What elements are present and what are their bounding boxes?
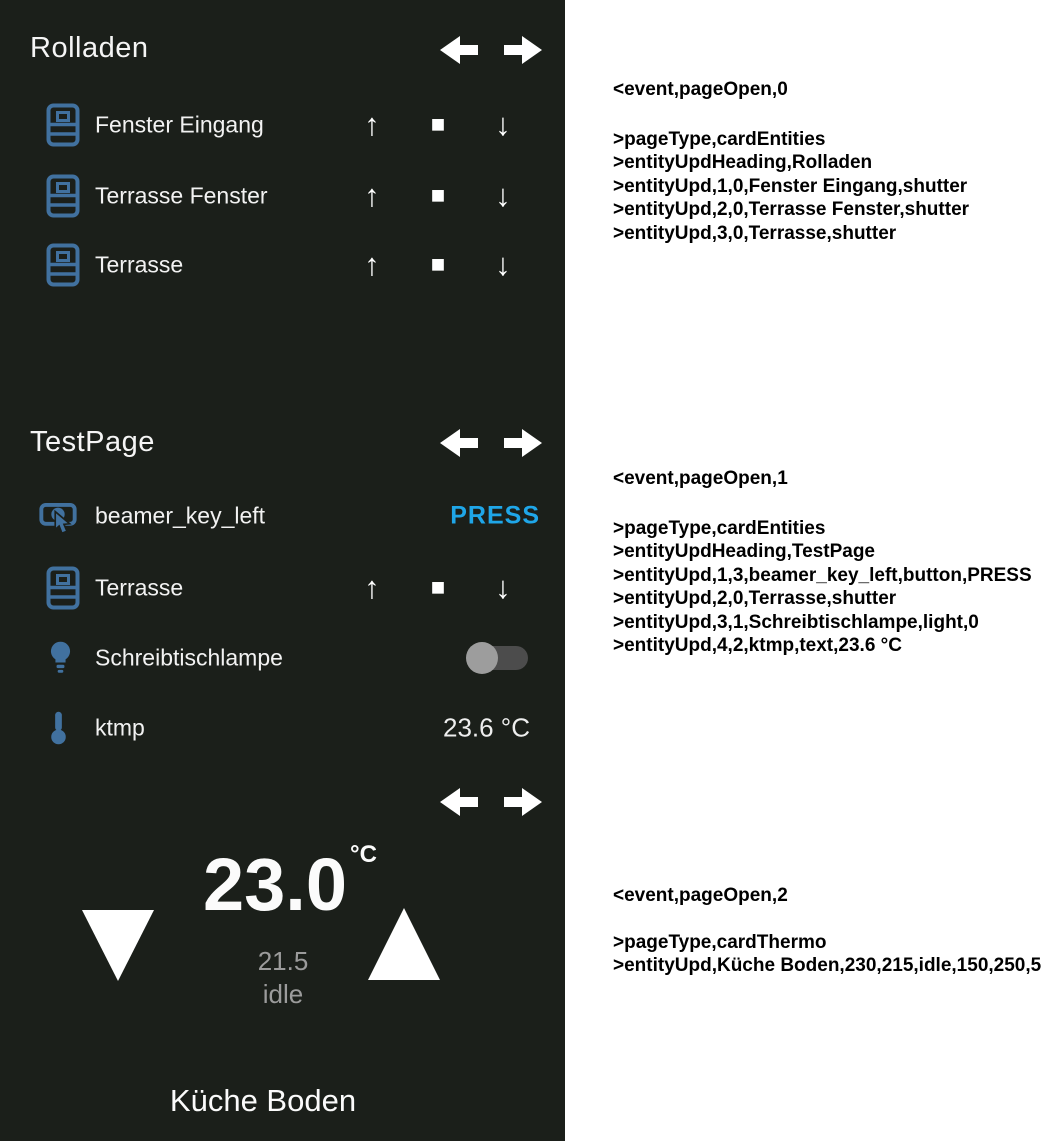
temperature-value: 23.6 °C	[442, 712, 530, 743]
hvac-status: idle	[262, 979, 304, 1009]
page-title-testpage: TestPage	[30, 426, 155, 458]
thermometer-icon	[49, 710, 68, 746]
entity-label: Terrasse	[95, 574, 184, 601]
entity-row	[0, 90, 565, 160]
entity-row	[0, 693, 565, 763]
entity-label: Terrasse	[95, 251, 184, 278]
log-event-line: <event,pageOpen,0	[613, 79, 788, 100]
log-line: >entityUpd,3,0,Terrasse,shutter	[613, 222, 897, 244]
entity-row	[0, 230, 565, 300]
target-temperature: 21.5	[257, 946, 309, 976]
log-block-page1	[613, 467, 1032, 658]
log-event-line: <event,pageOpen,1	[613, 468, 788, 489]
nav-left-icon[interactable]	[438, 427, 478, 459]
temperature-unit: °C	[350, 841, 377, 868]
log-line: >entityUpdHeading,TestPage	[613, 541, 876, 562]
shutter-stop-button[interactable]: ■	[430, 111, 446, 138]
log-block-page0	[613, 78, 969, 245]
nav-right-icon[interactable]	[504, 786, 544, 818]
log-line: >entityUpd,4,2,ktmp,text,23.6 °C	[613, 635, 902, 656]
log-line: >entityUpd,2,0,Terrasse,shutter	[613, 588, 897, 609]
shutter-up-button[interactable]: ↑	[364, 570, 380, 605]
entity-label: Fenster Eingang	[95, 111, 264, 138]
log-event-line: <event,pageOpen,2	[613, 885, 788, 906]
entity-label: Schreibtischlampe	[95, 644, 283, 671]
log-line: >entityUpd,2,0,Terrasse Fenster,shutter	[613, 199, 970, 220]
shutter-down-button[interactable]: ↓	[495, 178, 511, 213]
entity-row	[0, 161, 565, 231]
entity-row	[0, 553, 565, 623]
shutter-up-button[interactable]: ↑	[364, 247, 380, 282]
entity-label: beamer_key_left	[95, 502, 266, 529]
entity-row	[0, 623, 565, 693]
toggle-knob	[466, 642, 498, 674]
shutter-up-button[interactable]: ↑	[364, 107, 380, 142]
log-line: >pageType,cardEntities	[613, 128, 826, 150]
log-line: >entityUpd,1,0,Fenster Eingang,shutter	[613, 175, 968, 197]
thermostat-name: Küche Boden	[169, 1083, 357, 1118]
current-temperature: 23.0	[202, 843, 348, 926]
shutter-stop-button[interactable]: ■	[430, 574, 446, 601]
shutter-down-button[interactable]: ↓	[495, 570, 511, 605]
shutter-stop-button[interactable]: ■	[430, 251, 446, 278]
page-title-rolladen: Rolladen	[30, 32, 149, 64]
nav-left-icon[interactable]	[438, 34, 478, 66]
shutter-stop-button[interactable]: ■	[430, 182, 446, 209]
shutter-up-button[interactable]: ↑	[364, 178, 380, 213]
press-button[interactable]: PRESS	[450, 501, 540, 530]
window-shutter-icon	[46, 103, 80, 147]
gesture-tap-button-icon	[38, 496, 78, 536]
log-line: >pageType,cardThermo	[613, 931, 827, 953]
nav-right-icon[interactable]	[504, 427, 544, 459]
log-line: >entityUpd,3,1,Schreibtischlampe,light,0	[613, 611, 979, 633]
entity-row	[0, 481, 565, 551]
window-shutter-icon	[46, 566, 80, 610]
nav-right-icon[interactable]	[504, 34, 544, 66]
entity-label: ktmp	[95, 714, 145, 741]
light-toggle-switch[interactable]	[472, 646, 528, 670]
log-block-page2	[613, 884, 1041, 978]
log-line: >entityUpd,Küche Boden,230,215,idle,150,250,5	[613, 955, 1042, 976]
window-shutter-icon	[46, 243, 80, 287]
log-line: >pageType,cardEntities	[613, 517, 826, 539]
lightbulb-icon	[47, 640, 74, 676]
log-line: >entityUpd,1,3,beamer_key_left,button,PRESS	[613, 564, 1032, 586]
shutter-down-button[interactable]: ↓	[495, 247, 511, 282]
entity-label: Terrasse Fenster	[95, 182, 268, 209]
log-line: >entityUpdHeading,Rolladen	[613, 152, 873, 173]
window-shutter-icon	[46, 174, 80, 218]
nav-left-icon[interactable]	[438, 786, 478, 818]
shutter-down-button[interactable]: ↓	[495, 107, 511, 142]
